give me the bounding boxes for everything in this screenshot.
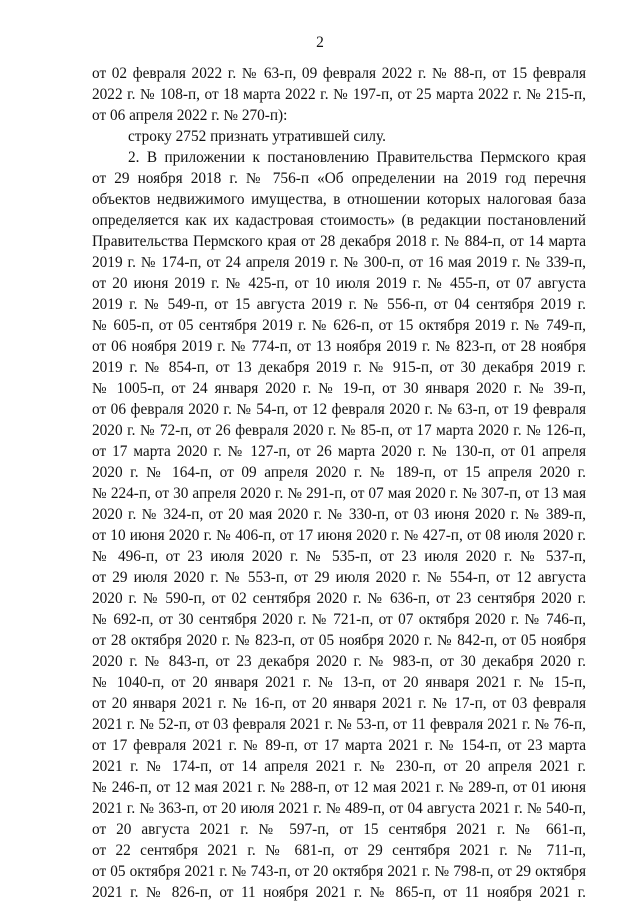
text-line: 2020 г. № 843-п, от 23 декабря 2020 г. № 983-п, от 30 декабря 2020 г.: [92, 653, 586, 670]
text-line: от 20 июня 2019 г. № 425-п, от 10 июля 2019 г. № 455-п, от 07 августа: [92, 275, 586, 292]
text-line: определяется как их кадастровая стоимость» (в редакции постановлений: [92, 212, 586, 229]
document-body: [92, 63, 586, 903]
text-line: 2019 г. № 549-п, от 15 августа 2019 г. № 556-п, от 04 сентября 2019 г.: [92, 296, 586, 313]
text-line: от 10 июня 2020 г. № 406-п, от 17 июня 2020 г. № 427-п, от 08 июля 2020 г.: [92, 527, 586, 544]
text-line: № 246-п, от 12 мая 2021 г. № 288-п, от 12 мая 2021 г. № 289-п, от 01 июня: [92, 779, 586, 796]
text-line: 2021 г. № 174-п, от 14 апреля 2021 г. № 230-п, от 20 апреля 2021 г.: [92, 758, 586, 775]
text-line: от 29 ноября 2018 г. № 756-п «Об определении на 2019 год перечня: [92, 170, 586, 187]
text-line: от 17 февраля 2021 г. № 89-п, от 17 марта 2021 г. № 154-п, от 23 марта: [92, 737, 586, 754]
text-line: 2020 г. № 324-п, от 20 мая 2020 г. № 330-п, от 03 июня 2020 г. № 389-п,: [92, 506, 586, 523]
text-line: № 224-п, от 30 апреля 2020 г. № 291-п, от 07 мая 2020 г. № 307-п, от 13 мая: [92, 485, 586, 502]
text-line: 2021 г. № 363-п, от 20 июля 2021 г. № 489-п, от 04 августа 2021 г. № 540-п,: [92, 800, 586, 817]
text-line: от 28 октября 2020 г. № 823-п, от 05 ноября 2020 г. № 842-п, от 05 ноября: [92, 632, 586, 649]
text-line: 2021 г. № 826-п, от 11 ноября 2021 г. № 865-п, от 11 ноября 2021 г.: [92, 884, 586, 901]
text-line: от 20 августа 2021 г. № 597-п, от 15 сентября 2021 г. № 661-п,: [92, 821, 586, 838]
text-line: объектов недвижимого имущества, в отношении которых налоговая база: [92, 191, 586, 208]
text-line: от 05 октября 2021 г. № 743-п, от 20 октября 2021 г. № 798-п, от 29 октября: [92, 863, 586, 880]
text-line: от 06 ноября 2019 г. № 774-п, от 13 ноября 2019 г. № 823-п, от 28 ноября: [92, 338, 586, 355]
text-line: 2021 г. № 52-п, от 03 февраля 2021 г. № 53-п, от 11 февраля 2021 г. № 76-п,: [92, 716, 586, 733]
text-line: № 605-п, от 05 сентября 2019 г. № 626-п, от 15 октября 2019 г. № 749-п,: [92, 317, 586, 334]
text-line: от 22 сентября 2021 г. № 681-п, от 29 сентября 2021 г. № 711-п,: [92, 842, 586, 859]
text-line: 2020 г. № 590-п, от 02 сентября 2020 г. № 636-п, от 23 сентября 2020 г.: [92, 590, 586, 607]
text-line: 2019 г. № 174-п, от 24 апреля 2019 г. № 300-п, от 16 мая 2019 г. № 339-п,: [92, 254, 586, 271]
text-line: № 1005-п, от 24 января 2020 г. № 19-п, от 30 января 2020 г. № 39-п,: [92, 380, 586, 397]
text-line: от 06 апреля 2022 г. № 270-п):: [92, 107, 288, 124]
text-line: 2020 г. № 164-п, от 09 апреля 2020 г. № 189-п, от 15 апреля 2020 г.: [92, 464, 586, 481]
text-line: Правительства Пермского края от 28 декабря 2018 г. № 884-п, от 14 марта: [92, 233, 586, 250]
text-line: № 496-п, от 23 июля 2020 г. № 535-п, от 23 июля 2020 г. № 537-п,: [92, 548, 586, 565]
text-line: от 17 марта 2020 г. № 127-п, от 26 марта 2020 г. № 130-п, от 01 апреля: [92, 443, 586, 460]
text-line: 2020 г. № 72-п, от 26 февраля 2020 г. № 85-п, от 17 марта 2020 г. № 126-п,: [92, 422, 586, 439]
text-line: 2. В приложении к постановлению Правительства Пермского края: [128, 149, 586, 166]
text-line: 2019 г. № 854-п, от 13 декабря 2019 г. № 915-п, от 30 декабря 2019 г.: [92, 359, 586, 376]
text-line: от 06 февраля 2020 г. № 54-п, от 12 февраля 2020 г. № 63-п, от 19 февраля: [92, 401, 586, 418]
text-line: от 02 февраля 2022 г. № 63-п, 09 февраля 2022 г. № 88-п, от 15 февраля: [92, 65, 586, 82]
text-line: от 20 января 2021 г. № 16-п, от 20 января 2021 г. № 17-п, от 03 февраля: [92, 695, 586, 712]
text-line: от 29 июля 2020 г. № 553-п, от 29 июля 2020 г. № 554-п, от 12 августа: [92, 569, 586, 586]
text-line: № 692-п, от 30 сентября 2020 г. № 721-п, от 07 октября 2020 г. № 746-п,: [92, 611, 586, 628]
text-line: № 1040-п, от 20 января 2021 г. № 13-п, от 20 января 2021 г. № 15-п,: [92, 674, 586, 691]
text-line: 2022 г. № 108-п, от 18 марта 2022 г. № 197-п, от 25 марта 2022 г. № 215-п,: [92, 86, 586, 103]
text-line: строку 2752 признать утратившей силу.: [128, 128, 386, 145]
page-number: 2: [316, 34, 324, 51]
